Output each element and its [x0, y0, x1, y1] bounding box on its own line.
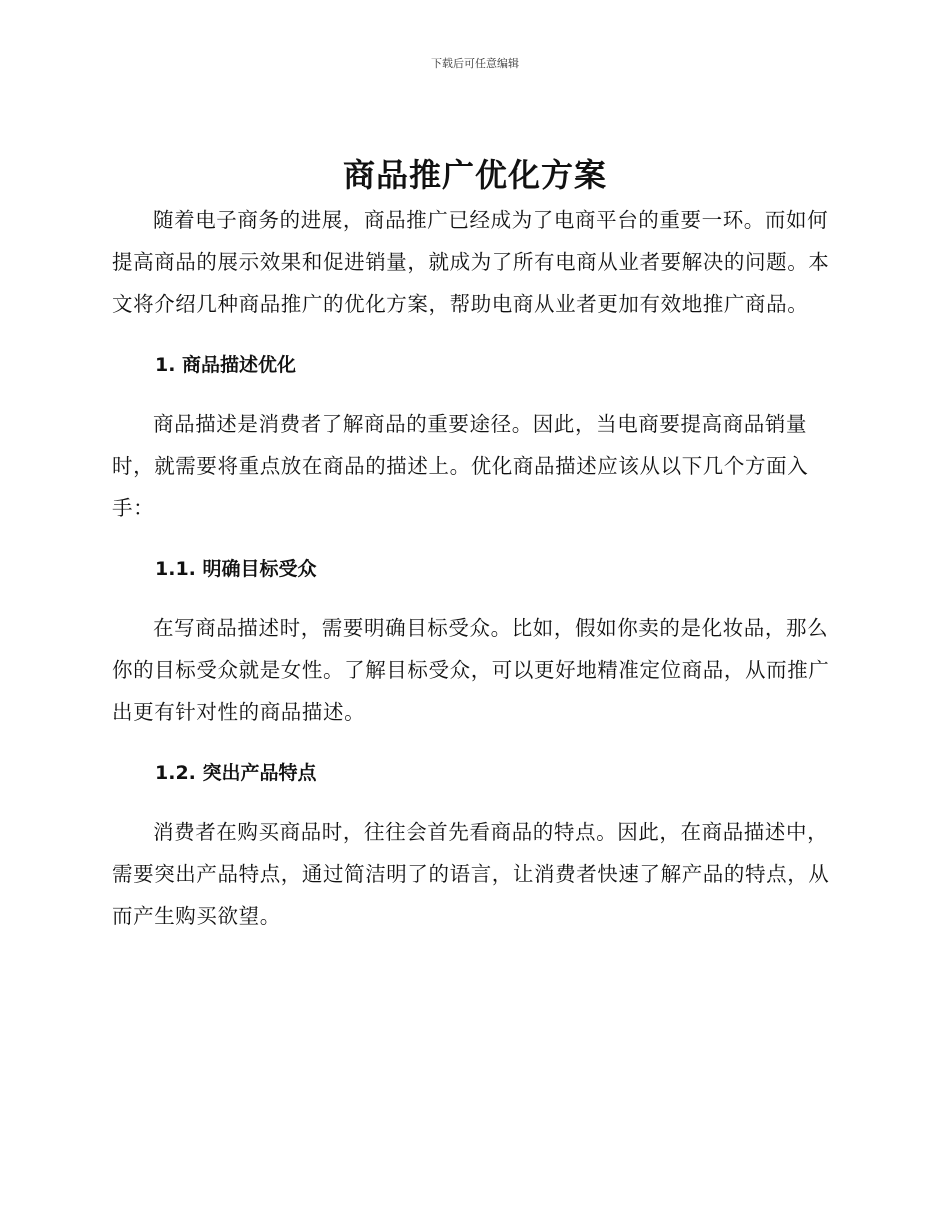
document-body: [112, 199, 830, 937]
section-paragraph-target-audience: 在写商品描述时，需要明确目标受众。比如，假如你卖的是化妆品，那么你的目标受众就是女性。了解目标受众，可以更好地精准定位商品，从而推广出更有针对性的商品描述。: [112, 616, 830, 724]
section-heading-product-description: 1. 商品描述优化: [155, 354, 297, 376]
section-paragraph-product-description: 商品描述是消费者了解商品的重要途径。因此，当电商要提高商品销量时，就需要将重点放在商品的描述上。优化商品描述应该从以下几个方面入手：: [112, 412, 809, 520]
section-heading-target-audience: 1.1. 明确目标受众: [155, 558, 317, 580]
intro-paragraph: 随着电子商务的进展，商品推广已经成为了电商平台的重要一环。而如何提高商品的展示效果和促进销量，就成为了所有电商从业者要解决的问题。本文将介绍几种商品推广的优化方案，帮助电商从业者更加有效地推广商品。: [112, 208, 830, 316]
section-heading-product-features: 1.2. 突出产品特点: [155, 762, 317, 784]
section-paragraph-product-features: 消费者在购买商品时，往往会首先看商品的特点。因此，在商品描述中，需要突出产品特点，通过简洁明了的语言，让消费者快速了解产品的特点，从而产生购买欲望。: [112, 820, 830, 928]
document-title: 商品推广优化方案: [342, 156, 607, 194]
header-note: 下载后可任意编辑: [431, 57, 519, 70]
